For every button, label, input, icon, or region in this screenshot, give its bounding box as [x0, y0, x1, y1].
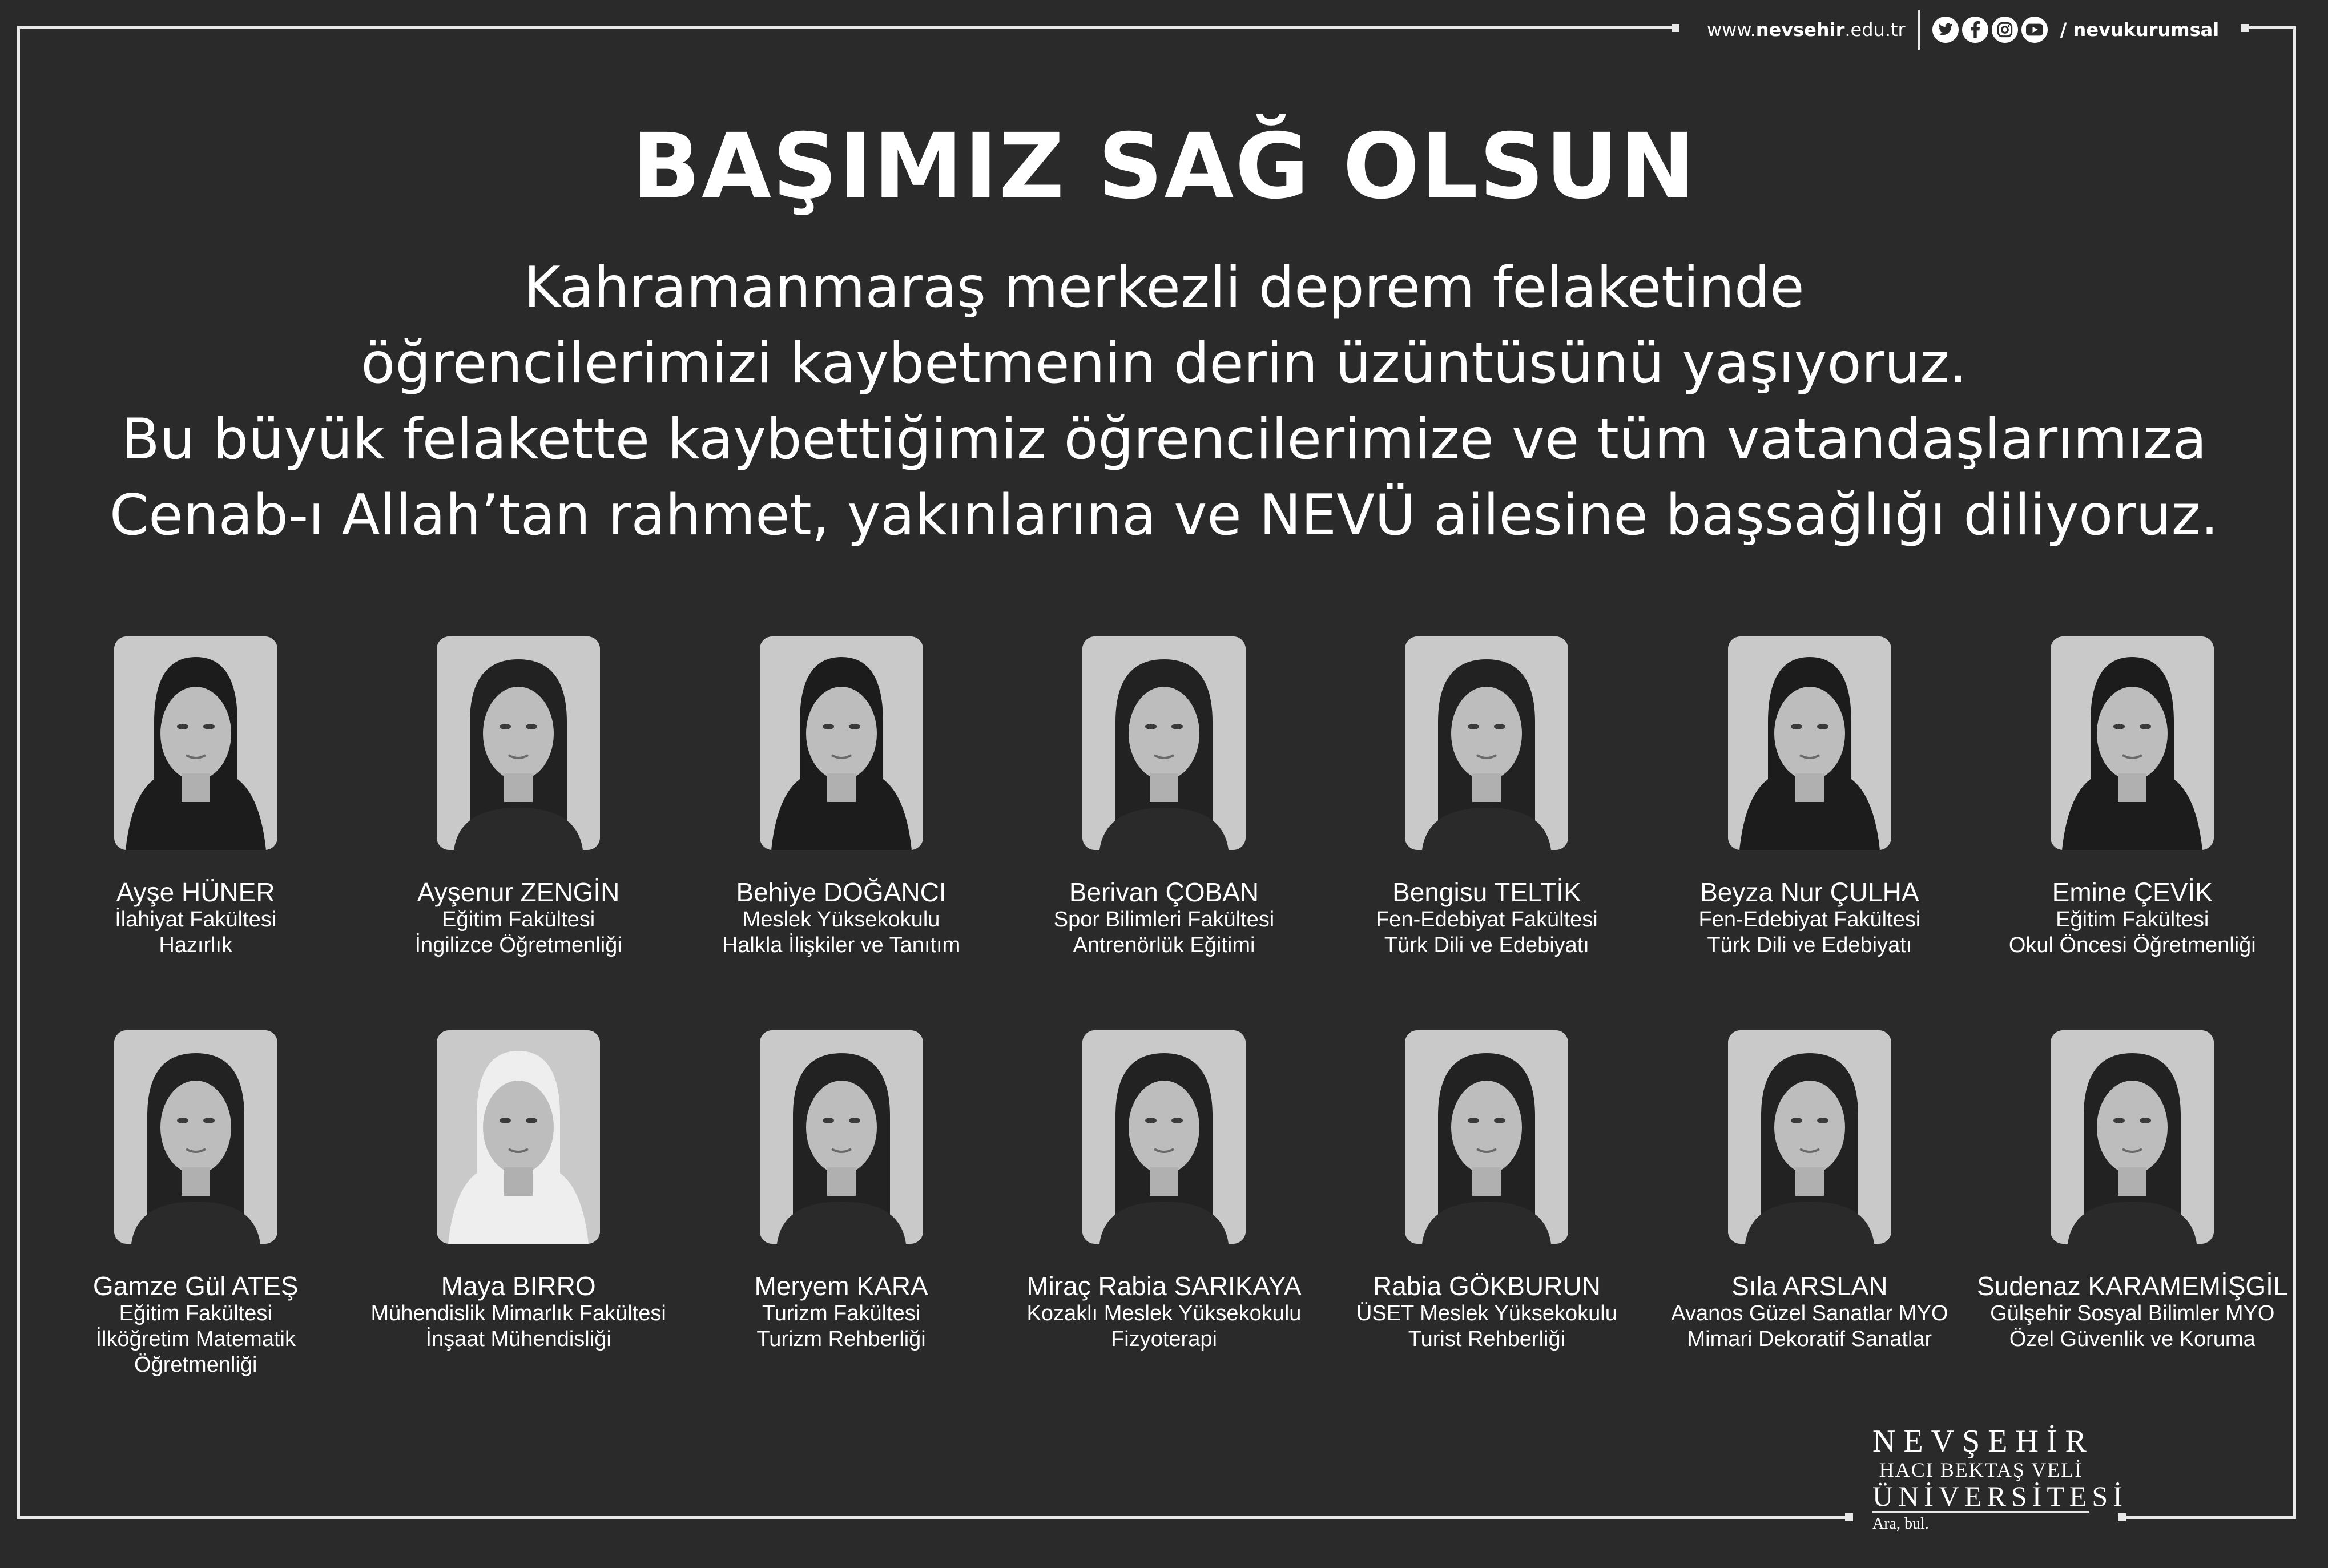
- person-card: [1002, 636, 1325, 1030]
- person-department: Mimari Dekoratif Sanatlar: [1687, 1327, 1932, 1351]
- person-card: [357, 1030, 679, 1401]
- portrait-photo: [114, 636, 277, 850]
- person-department: Kozaklı Meslek Yüksekokulu: [1026, 1301, 1302, 1325]
- person-name: Bengisu TELTİK: [1392, 877, 1581, 907]
- person-department: Turist Rehberliği: [1408, 1327, 1566, 1351]
- frame-dot: [1845, 1513, 1853, 1521]
- frame-bottom-left: [17, 1516, 1850, 1519]
- person-name: Ayşe HÜNER: [116, 877, 275, 907]
- person-card: [34, 636, 357, 1030]
- portrait-photo: [1728, 636, 1891, 850]
- person-card: [1648, 1030, 1971, 1401]
- header-bar: [1707, 13, 2219, 47]
- person-department: İlahiyat Fakültesi: [115, 908, 277, 932]
- person-name: Behiye DOĞANCI: [736, 877, 946, 907]
- message-line: Bu büyük felakette kaybettiğimiz öğrencilerimize ve tüm vatandaşlarımıza: [121, 407, 2207, 472]
- person-card: [1971, 1030, 2294, 1401]
- portrait-photo: [437, 1030, 600, 1244]
- person-department: Eğitim Fakültesi: [2056, 908, 2209, 932]
- social-icons: [1932, 17, 2048, 43]
- person-name: Meryem KARA: [754, 1271, 928, 1301]
- condolence-message: [0, 250, 2328, 554]
- frame-bottom-right: [2122, 1516, 2296, 1519]
- person-department: Fizyoterapi: [1111, 1327, 1217, 1351]
- person-department: Fen-Edebiyat Fakültesi: [1698, 908, 1921, 932]
- logo-tagline: Ara, bul.: [1872, 1515, 1929, 1533]
- person-department: Eğitim Fakültesi: [119, 1301, 272, 1325]
- frame-top-left: [17, 26, 1675, 29]
- header-divider: [1918, 10, 1920, 50]
- portrait-photo: [1082, 636, 1246, 850]
- portrait-photo: [437, 636, 600, 850]
- person-department: Mühendislik Mimarlık Fakültesi: [370, 1301, 666, 1325]
- person-department: Turizm Rehberliği: [756, 1327, 926, 1351]
- person-name: Miraç Rabia SARIKAYA: [1026, 1271, 1302, 1301]
- person-card: [357, 636, 679, 1030]
- instagram-icon[interactable]: [1992, 17, 2018, 43]
- youtube-icon[interactable]: [2021, 17, 2048, 43]
- frame-dot: [1672, 24, 1679, 32]
- person-card: [1002, 1030, 1325, 1401]
- person-department: Türk Dili ve Edebiyatı: [1707, 933, 1912, 957]
- person-department: Fen-Edebiyat Fakültesi: [1376, 908, 1598, 932]
- person-card: [1648, 636, 1971, 1030]
- person-card: [1971, 636, 2294, 1030]
- person-name: Ayşenur ZENGİN: [417, 877, 620, 907]
- portrait-photo: [760, 636, 923, 850]
- message-line: öğrencilerimizi kaybetmenin derin üzüntüsünü yaşıyoruz.: [361, 331, 1967, 396]
- person-department: Spor Bilimleri Fakültesi: [1053, 908, 1275, 932]
- logo-line: HACI BEKTAŞ VELİ: [1879, 1458, 2083, 1481]
- person-name: Maya BIRRO: [441, 1271, 596, 1301]
- person-name: Rabia GÖKBURUN: [1373, 1271, 1601, 1301]
- person-department: ÜSET Meslek Yüksekokulu: [1356, 1301, 1617, 1325]
- frame-top-right: [2245, 26, 2296, 29]
- person-name: Sudenaz KARAMEMİŞGİL: [1976, 1271, 2288, 1301]
- message-line: Cenab-ı Allah’tan rahmet, yakınlarına ve NEVÜ ailesine başsağlığı diliyoruz.: [109, 483, 2219, 548]
- twitter-icon[interactable]: [1932, 17, 1959, 43]
- person-name: Sıla ARSLAN: [1731, 1271, 1888, 1301]
- social-handle[interactable]: / nevukurumsal: [2060, 19, 2220, 41]
- person-department: Halkla İlişkiler ve Tanıtım: [722, 933, 961, 957]
- person-name: Gamze Gül ATEŞ: [92, 1271, 299, 1301]
- portrait-photo: [1405, 1030, 1568, 1244]
- logo-line: NEVŞEHİR: [1872, 1424, 2095, 1459]
- person-department: Meslek Yüksekokulu: [742, 908, 940, 932]
- portrait-photo: [1405, 636, 1568, 850]
- person-department: Eğitim Fakültesi: [442, 908, 595, 932]
- person-card: [1326, 1030, 1648, 1401]
- portrait-photo: [1728, 1030, 1891, 1244]
- person-department: Antrenörlük Eğitimi: [1073, 933, 1255, 957]
- person-name: Berivan ÇOBAN: [1069, 877, 1259, 907]
- portrait-photo: [2051, 1030, 2214, 1244]
- person-department: Turizm Fakültesi: [762, 1301, 921, 1325]
- person-department: Türk Dili ve Edebiyatı: [1384, 933, 1589, 957]
- person-name: Beyza Nur ÇULHA: [1700, 877, 1919, 907]
- logo-line: ÜNİVERSİTESİ: [1872, 1480, 2128, 1512]
- portrait-photo: [760, 1030, 923, 1244]
- person-department: Özel Güvenlik ve Koruma: [2009, 1327, 2255, 1351]
- facebook-icon[interactable]: [1962, 17, 1988, 43]
- person-name: Emine ÇEVİK: [2052, 877, 2213, 907]
- person-department: İngilizce Öğretmenliği: [414, 933, 622, 957]
- person-department: Gülşehir Sosyal Bilimler MYO: [1990, 1301, 2275, 1325]
- person-card: [680, 1030, 1002, 1401]
- website-link[interactable]: www.nevsehir.edu.tr: [1707, 19, 1906, 41]
- page-title: BAŞIMIZ SAĞ OLSUN: [631, 114, 1697, 219]
- person-department: Okul Öncesi Öğretmenliği: [2008, 933, 2256, 957]
- person-department: Öğretmenliği: [134, 1353, 257, 1377]
- message-line: Kahramanmaraş merkezli deprem felaketinde: [523, 255, 1805, 320]
- people-grid: [34, 636, 2294, 1401]
- person-department: İlköğretim Matematik: [95, 1327, 296, 1351]
- person-department: İnşaat Mühendisliği: [425, 1327, 611, 1351]
- person-department: Hazırlık: [159, 933, 233, 957]
- portrait-photo: [114, 1030, 277, 1244]
- university-logo: [1872, 1424, 2128, 1535]
- person-card: [34, 1030, 357, 1401]
- person-card: [1326, 636, 1648, 1030]
- person-card: [680, 636, 1002, 1030]
- portrait-photo: [1082, 1030, 1246, 1244]
- person-department: Avanos Güzel Sanatlar MYO: [1671, 1301, 1948, 1325]
- portrait-photo: [2051, 636, 2214, 850]
